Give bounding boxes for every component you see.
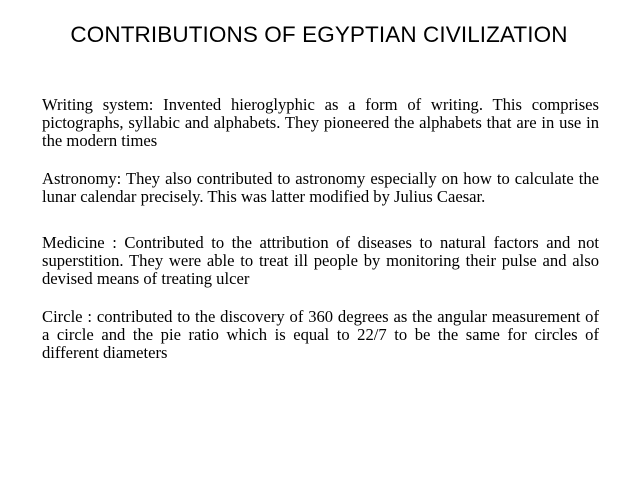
- paragraph-astronomy: Astronomy: They also contributed to astronomy especially on how to calculate the lunar calendar precisely. This was latter modified by Julius Caesar.: [42, 169, 599, 207]
- slide-body: [42, 96, 599, 383]
- paragraph-circle: Circle : contributed to the discovery of 360 degrees as the angular measurement of a circle and the pie ratio which is equal to 22/7 to be the same for circles of different diameters: [42, 307, 599, 362]
- slide-title: CONTRIBUTIONS OF EGYPTIAN CIVILIZATION: [70, 22, 568, 47]
- paragraph-writing-system: Writing system: Invented hieroglyphic as a form of writing. This comprises pictographs, syllabic and alphabets. They pioneered the alphabets that are in use in the modern times: [42, 95, 599, 150]
- paragraph-medicine: Medicine : Contributed to the attribution of diseases to natural factors and not superstition. They were able to treat ill people by monitoring their pulse and also devised means of treating ulcer: [42, 232, 599, 288]
